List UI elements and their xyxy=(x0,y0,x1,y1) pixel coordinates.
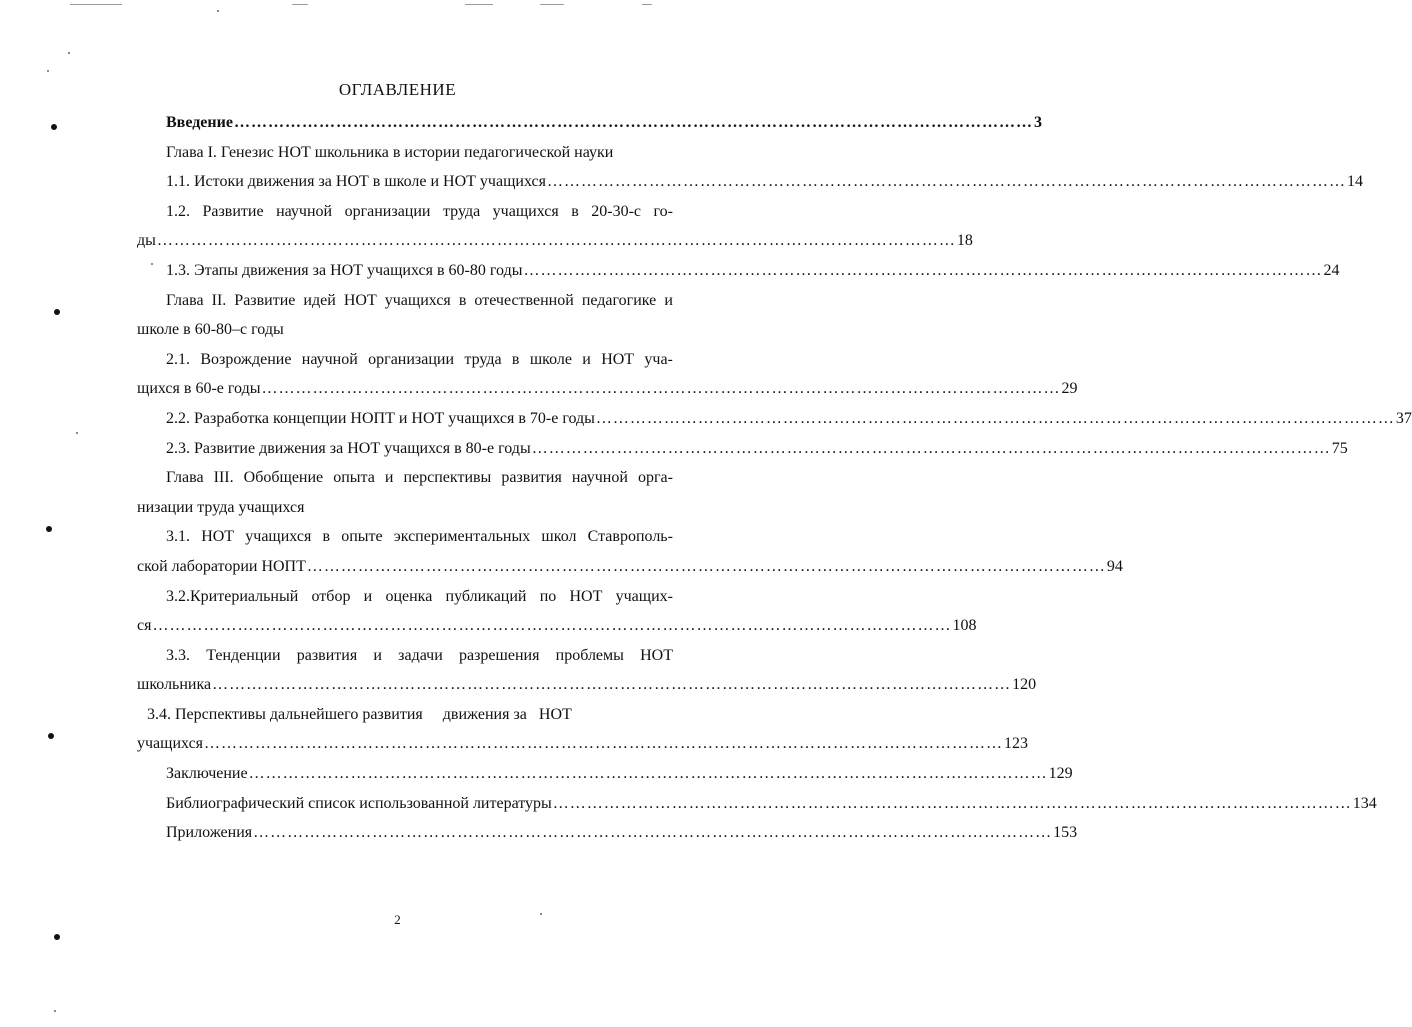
toc-page-number: 108 xyxy=(952,617,977,635)
dot-leader: …………………………………………………………………………………………………………………………… xyxy=(546,173,1346,191)
word: научной xyxy=(276,202,333,220)
word: НОТ xyxy=(640,646,673,664)
toc-entry-1-2-line2 xyxy=(137,226,973,256)
word: учащихся xyxy=(384,291,451,309)
word: Тенденции xyxy=(206,646,281,664)
toc-entry-3-2-line1 xyxy=(137,582,673,612)
toc-page-number: 75 xyxy=(1331,439,1348,457)
scan-artifact xyxy=(465,4,493,5)
toc-entry-label: ся xyxy=(137,617,152,635)
word: по xyxy=(539,587,557,605)
toc-entry-label: Библиографический список использованной литературы xyxy=(166,794,552,812)
scan-speck xyxy=(68,52,70,54)
word: в xyxy=(458,291,467,309)
word: в xyxy=(511,350,520,368)
word: оценка xyxy=(385,587,433,605)
dot-leader: …………………………………………………………………………………………………………………………… xyxy=(248,765,1048,783)
word: и xyxy=(582,350,591,368)
toc-entry-1-1 xyxy=(137,167,1363,197)
toc-entry-bibliography xyxy=(137,789,1377,819)
word: Глава xyxy=(166,469,204,487)
word: Глава xyxy=(166,291,204,309)
toc-entry-1-3 xyxy=(137,256,1340,286)
toc-page-number: 94 xyxy=(1106,557,1123,575)
word: 3.3. xyxy=(166,646,190,664)
toc-chapter-2-line1 xyxy=(137,286,673,316)
toc-entry-label: 1.3. Этапы движения за НОТ учащихся в 60-80 годы xyxy=(166,261,523,279)
dot-leader: …………………………………………………………………………………………………………………………… xyxy=(595,409,1395,427)
toc-page-number: 18 xyxy=(956,232,973,250)
dot-leader: …………………………………………………………………………………………………………………………… xyxy=(261,380,1061,398)
word: организации xyxy=(344,202,431,220)
dot-leader: …………………………………………………………………………………………………………………………… xyxy=(306,557,1106,575)
toc-entry-label: щихся в 60-е годы xyxy=(137,380,261,398)
word: НОТ xyxy=(343,291,377,309)
word: в xyxy=(571,202,579,220)
word: орга- xyxy=(637,469,673,487)
dot-leader: …………………………………………………………………………………………………………………………… xyxy=(531,439,1331,457)
word: и xyxy=(664,291,673,309)
word: учащихся xyxy=(245,528,312,546)
word: развития xyxy=(296,646,358,664)
toc-chapter-1: Глава I. Генезис НОТ школьника в истории педагогической науки xyxy=(166,143,614,161)
dot-leader: …………………………………………………………………………………………………………………………… xyxy=(233,114,1033,131)
toc-page-number: 153 xyxy=(1053,824,1078,842)
scan-artifact xyxy=(642,4,652,5)
scan-speck xyxy=(217,10,219,12)
word: педагогике xyxy=(581,291,657,309)
word: 3.1. xyxy=(166,528,190,546)
toc-page-number: 123 xyxy=(1004,735,1029,753)
dot-leader: …………………………………………………………………………………………………………………………… xyxy=(523,261,1323,279)
word: разрешения xyxy=(459,646,540,664)
word: отечественной xyxy=(474,291,574,309)
scan-artifact xyxy=(292,4,308,5)
toc-entry-3-1-line2 xyxy=(137,552,1123,582)
word: организации xyxy=(368,350,455,368)
word: Возрождение xyxy=(200,350,292,368)
toc-entry-3-3-line1 xyxy=(137,641,673,671)
word: труда xyxy=(464,350,502,368)
word: Развитие xyxy=(202,202,264,220)
dot-leader: …………………………………………………………………………………………………………………………… xyxy=(156,232,956,250)
toc-entry-3-3-line2 xyxy=(137,670,1037,700)
toc-page-number: 24 xyxy=(1323,261,1340,279)
toc-entry-label: учащихся xyxy=(137,735,204,753)
toc-page-number: 29 xyxy=(1061,380,1078,398)
word: отбор xyxy=(311,587,351,605)
toc-entry-conclusion xyxy=(137,759,1073,789)
scan-bullet-mark xyxy=(48,733,54,739)
toc-page-number: 120 xyxy=(1012,676,1037,694)
scan-artifact xyxy=(70,4,122,5)
dot-leader: …………………………………………………………………………………………………………………………… xyxy=(253,824,1053,842)
word: 1.2. xyxy=(166,202,190,220)
table-of-contents xyxy=(137,108,1412,848)
toc-entry-label: Введение xyxy=(166,114,233,131)
word: 2.1. xyxy=(166,350,190,368)
word: учащих- xyxy=(615,587,673,605)
toc-entry-1-2-line1 xyxy=(137,197,673,227)
toc-entry-2-3 xyxy=(137,434,1348,464)
word: и xyxy=(363,587,373,605)
word: школ xyxy=(541,528,577,546)
page-title: ОГЛАВЛЕНИЕ xyxy=(338,80,457,99)
scan-bullet-mark xyxy=(54,934,60,940)
toc-entry-3-2-line2 xyxy=(137,611,977,641)
toc-entry-label: 2.2. Разработка концепции НОПТ и НОТ учащихся в 70-е годы xyxy=(166,409,595,427)
toc-chapter-3-line2: низации труда учащихся xyxy=(137,498,305,516)
word: идей xyxy=(303,291,336,309)
toc-page-number: 129 xyxy=(1048,765,1073,783)
toc-entry-label: 2.3. Развитие движения за НОТ учащихся в 80-е годы xyxy=(166,439,531,457)
word: НОТ xyxy=(601,350,635,368)
toc-entry-3-1-line1 xyxy=(137,522,673,552)
word: перспективы xyxy=(403,469,492,487)
toc-entry-label: Приложения xyxy=(166,824,253,842)
word: труда xyxy=(442,202,481,220)
toc-entry-label: ской лаборатории НОПТ xyxy=(137,557,306,575)
word: го- xyxy=(653,202,673,220)
toc-entry-intro xyxy=(137,108,1042,138)
scan-bullet-mark xyxy=(46,526,52,532)
scan-bullet-mark xyxy=(51,124,57,130)
word: опыте xyxy=(341,528,383,546)
page-number: 2 xyxy=(394,912,401,927)
word: учащихся xyxy=(492,202,559,220)
word: публикаций xyxy=(445,587,527,605)
word: и xyxy=(373,646,382,664)
word: проблемы xyxy=(555,646,624,664)
word: экспериментальных xyxy=(393,528,531,546)
dot-leader: …………………………………………………………………………………………………………………………… xyxy=(212,676,1012,694)
toc-entry-2-1-line1 xyxy=(137,345,673,375)
word: уча- xyxy=(644,350,673,368)
word: НОТ xyxy=(569,587,603,605)
word: опыта xyxy=(333,469,375,487)
toc-entry-appendices xyxy=(137,818,1078,848)
scan-artifact xyxy=(540,4,564,5)
word: 3.2.Критериальный xyxy=(166,587,299,605)
word: задачи xyxy=(398,646,443,664)
word: 20-30-с xyxy=(591,202,641,220)
scan-bullet-mark xyxy=(54,309,60,315)
dot-leader: …………………………………………………………………………………………………………………………… xyxy=(552,794,1352,812)
toc-entry-label: 1.1. Истоки движения за НОТ в школе и НОТ учащихся xyxy=(166,173,546,191)
word: научной xyxy=(301,350,358,368)
word: III. xyxy=(213,469,234,487)
word: НОТ xyxy=(201,528,235,546)
toc-entry-2-1-line2 xyxy=(137,374,1078,404)
scan-speck xyxy=(76,432,78,434)
toc-chapter-2-line2: школе в 60-80–с годы xyxy=(137,321,284,339)
toc-page-number: 134 xyxy=(1352,794,1377,812)
toc-entry-label: школьника xyxy=(137,676,212,694)
dot-leader: …………………………………………………………………………………………………………………………… xyxy=(204,735,1004,753)
toc-entry-label: ды xyxy=(137,232,156,250)
word: II. xyxy=(211,291,227,309)
word: Обобщение xyxy=(243,469,324,487)
word: школе xyxy=(529,350,572,368)
toc-entry-label: Заключение xyxy=(166,765,248,783)
scan-speck xyxy=(54,1010,56,1012)
word: развития xyxy=(501,469,562,487)
word: Развитие xyxy=(234,291,296,309)
toc-page-number: 3 xyxy=(1033,114,1042,131)
dot-leader: …………………………………………………………………………………………………………………………… xyxy=(152,617,952,635)
toc-page-number: 37 xyxy=(1395,409,1412,427)
toc-entry-3-4-line2 xyxy=(137,729,1029,759)
word: научной xyxy=(571,469,628,487)
word: в xyxy=(322,528,331,546)
word: Ставрополь- xyxy=(587,528,673,546)
scan-speck xyxy=(47,70,49,72)
word: и xyxy=(384,469,394,487)
toc-entry-2-2 xyxy=(137,404,1412,434)
toc-page-number: 14 xyxy=(1346,173,1363,191)
toc-chapter-3-line1 xyxy=(137,463,673,493)
toc-entry-3-4-line1: 3.4. Перспективы дальнейшего развития движения за НОТ xyxy=(147,705,572,723)
